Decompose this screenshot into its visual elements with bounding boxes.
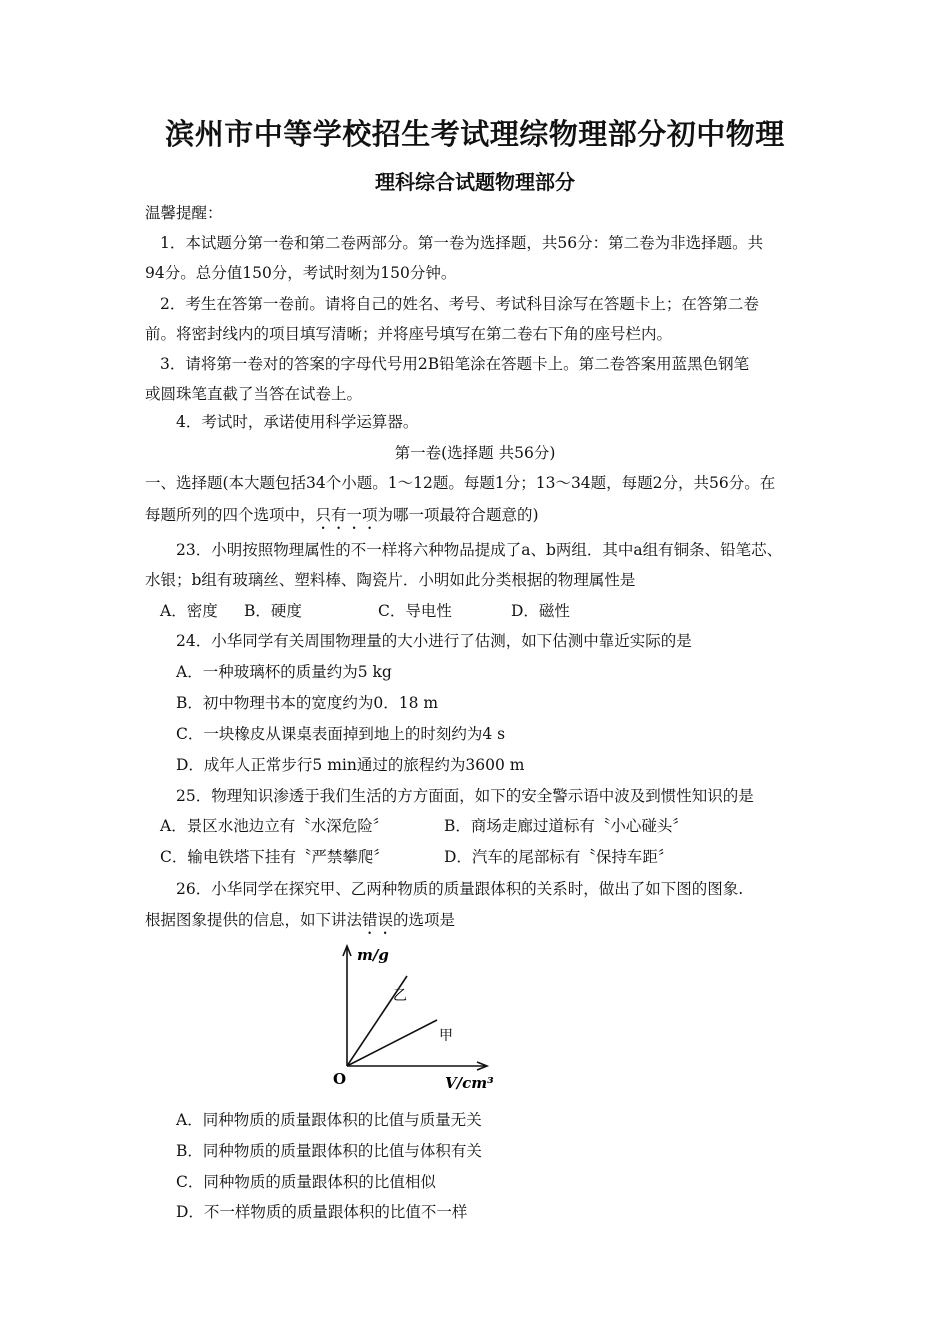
q25-option-a: A．景区水池边立有〝水深危险〞 — [160, 817, 389, 835]
q25-option-b: B．商场走廊过道标有〝小心碰头〞 — [444, 817, 688, 835]
section-title: 第一卷(选择题 共56分) — [394, 444, 556, 462]
q23-option-c: C．导电性 — [378, 602, 452, 620]
q26-stem-pre: 根据图象提供的信息，如下讲法 — [145, 911, 363, 929]
notice-item-3a: 3．请将第一卷对的答案的字母代号用2B铅笔涂在答题卡上。第二卷答案用蓝黑色钢笔 — [160, 355, 750, 373]
q24-option-c: C．一块橡皮从课桌表面掉到地上的时刻约为4 s — [176, 725, 506, 743]
notice-item-2b: 前。将密封线内的项目填写清晰；并将座号填写在第二卷右下角的座号栏内。 — [145, 325, 673, 343]
notice-item-1b: 94分。总分值150分，考试时刻为150分钟。 — [145, 264, 457, 282]
q24-option-d: D．成年人正常步行5 min通过的旅程约为3600 m — [176, 756, 525, 774]
series-jia-line — [347, 1020, 437, 1066]
instr-pre: 每题所列的四个选项中， — [145, 506, 316, 524]
q26-stem-a: 26．小华同学在探究甲、乙两种物质的质量跟体积的关系时，做出了如下图的图象. — [176, 880, 744, 898]
q26-option-b: B．同种物质的质量跟体积的比值与体积有关 — [176, 1142, 482, 1160]
q25-option-c: C．输电铁塔下挂有〝严禁攀爬〞 — [160, 848, 389, 866]
instr-emphasis: 只有一项 — [315, 506, 378, 524]
q26-stem-post: 的选项是 — [393, 911, 456, 929]
q26-option-c: C．同种物质的质量跟体积的比值相似 — [176, 1173, 436, 1191]
q23-option-d: D．磁性 — [511, 602, 570, 620]
q26-option-a: A．同种物质的质量跟体积的比值与质量无关 — [176, 1111, 482, 1129]
q23-option-a: A．密度 — [160, 602, 218, 620]
section-instructions-2 — [145, 505, 539, 533]
q26-stem-b — [145, 910, 455, 938]
x-axis-label: V/cm³ — [445, 1074, 494, 1092]
page-title: 滨州市中等学校招生考试理综物理部分初中物理 — [165, 117, 785, 151]
notice-item-1a: 1．本试题分第一卷和第二卷两部分。第一卷为选择题，共56分：第二卷为非选择题。共 — [160, 234, 764, 252]
instr-post: 为哪一项最符合题意的) — [377, 506, 539, 524]
notice-item-4: 4．考试时，承诺使用科学运算器。 — [176, 413, 419, 431]
q25-stem: 25．物理知识渗透于我们生活的方方面面，如下的安全警示语中波及到惯性知识的是 — [176, 787, 754, 805]
page-subtitle: 理科综合试题物理部分 — [375, 170, 575, 194]
notice-item-3b: 或圆珠笔直截了当答在试卷上。 — [145, 385, 363, 403]
q23-stem-a: 23．小明按照物理属性的不一样将六种物品提成了a、b两组．其中a组有铜条、铅笔芯、 — [176, 541, 783, 559]
q24-stem: 24．小华同学有关周围物理量的大小进行了估测，如下估测中靠近实际的是 — [176, 632, 692, 650]
q25-option-d: D．汽车的尾部标有〝保持车距〞 — [444, 848, 674, 866]
notice-heading: 温馨提醒： — [145, 204, 223, 222]
q26-stem-emphasis: 错误 — [362, 911, 394, 929]
q23-option-b: B．硬度 — [244, 602, 302, 620]
series-jia-label: 甲 — [439, 1028, 453, 1044]
q24-option-b: B．初中物理书本的宽度约为0．18 m — [176, 694, 439, 712]
q26-option-d: D．不一样物质的质量跟体积的比值不一样 — [176, 1203, 468, 1221]
origin-label: O — [333, 1070, 347, 1088]
y-axis-label: m/g — [357, 946, 389, 964]
section-instructions-1: 一、选择题(本大题包括34个小题。1～12题。每题1分；13～34题，每题2分，共56分。在 — [145, 474, 776, 492]
q24-option-a: A．一种玻璃杯的质量约为5 kg — [176, 663, 392, 681]
notice-item-2a: 2．考生在答第一卷前。请将自己的姓名、考号、考试科目涂写在答题卡上；在答第二卷 — [160, 295, 759, 313]
mass-volume-graph — [325, 938, 500, 1096]
series-yi-label: 乙 — [393, 988, 407, 1004]
q23-stem-b: 水银；b组有玻璃丝、塑料棒、陶瓷片．小明如此分类根据的物理属性是 — [145, 571, 636, 589]
